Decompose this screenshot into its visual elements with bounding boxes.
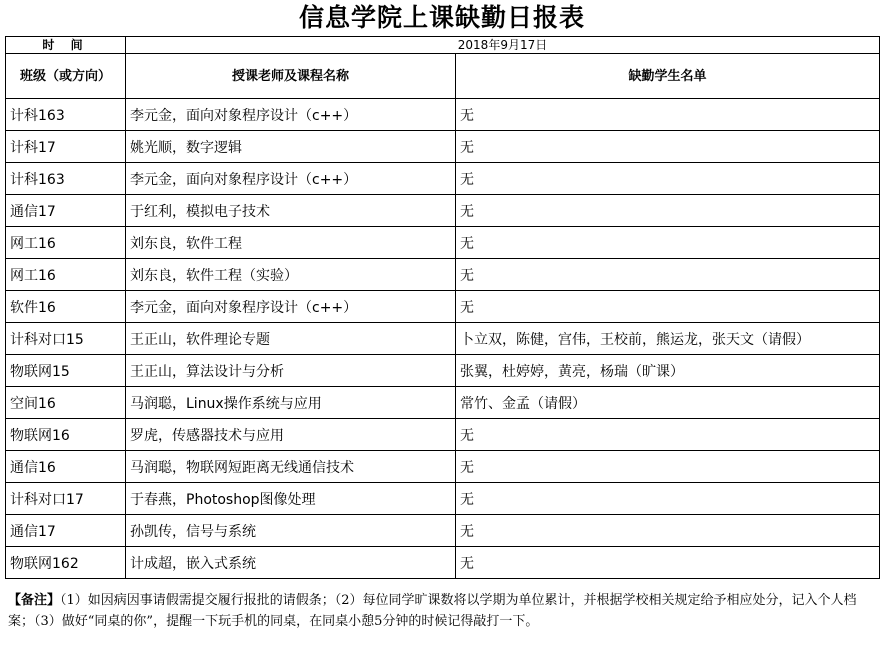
table-row [6, 131, 880, 163]
time-row [6, 37, 880, 54]
table-row [6, 227, 880, 259]
cell-class: 网工16 [6, 259, 126, 291]
cell-absent: 无 [456, 99, 880, 131]
cell-class: 软件16 [6, 291, 126, 323]
cell-teacher-course: 于红利，模拟电子技术 [126, 195, 456, 227]
table-row [6, 387, 880, 419]
table-row [6, 259, 880, 291]
table-row [6, 163, 880, 195]
cell-teacher-course: 于春燕，Photoshop图像处理 [126, 483, 456, 515]
cell-class: 计科163 [6, 163, 126, 195]
cell-absent: 无 [456, 451, 880, 483]
cell-teacher-course: 王正山，算法设计与分析 [126, 355, 456, 387]
report-title: 信息学院上课缺勤日报表 [298, 3, 585, 32]
cell-class: 计科对口17 [6, 483, 126, 515]
cell-teacher-course: 李元金，面向对象程序设计（c++） [126, 99, 456, 131]
table-row [6, 547, 880, 579]
table-row [6, 483, 880, 515]
cell-class: 计科对口15 [6, 323, 126, 355]
cell-absent: 无 [456, 419, 880, 451]
cell-absent: 无 [456, 547, 880, 579]
table-row [6, 291, 880, 323]
table-row [6, 99, 880, 131]
cell-teacher-course: 马润聪，物联网短距离无线通信技术 [126, 451, 456, 483]
cell-teacher-course: 刘东良，软件工程（实验） [126, 259, 456, 291]
header-teacher-course: 授课老师及课程名称 [126, 54, 456, 99]
table-row [6, 515, 880, 547]
cell-teacher-course: 姚光顺，数字逻辑 [126, 131, 456, 163]
header-row [6, 54, 880, 99]
cell-teacher-course: 刘东良，软件工程 [126, 227, 456, 259]
cell-teacher-course: 王正山，软件理论专题 [126, 323, 456, 355]
cell-absent: 无 [456, 291, 880, 323]
cell-absent: 无 [456, 163, 880, 195]
cell-teacher-course: 计成超，嵌入式系统 [126, 547, 456, 579]
report-date: 2018年9月17日 [126, 37, 880, 54]
cell-class: 计科17 [6, 131, 126, 163]
cell-class: 物联网162 [6, 547, 126, 579]
cell-absent: 无 [456, 259, 880, 291]
cell-absent: 常竹、金孟（请假） [456, 387, 880, 419]
cell-absent: 无 [456, 227, 880, 259]
cell-class: 物联网15 [6, 355, 126, 387]
cell-teacher-course: 马润聪，Linux操作系统与应用 [126, 387, 456, 419]
attendance-table-body [6, 37, 880, 579]
cell-teacher-course: 李元金，面向对象程序设计（c++） [126, 291, 456, 323]
cell-absent: 无 [456, 483, 880, 515]
table-row [6, 323, 880, 355]
cell-class: 网工16 [6, 227, 126, 259]
table-row [6, 419, 880, 451]
cell-class: 物联网16 [6, 419, 126, 451]
remarks-tag: 【备注】 [8, 593, 61, 608]
header-class: 班级（或方向） [6, 54, 126, 99]
cell-teacher-course: 罗虎，传感器技术与应用 [126, 419, 456, 451]
cell-absent: 无 [456, 195, 880, 227]
table-row [6, 195, 880, 227]
table-row [6, 355, 880, 387]
cell-absent: 卜立双，陈健，宫伟，王校前，熊运龙，张天文（请假） [456, 323, 880, 355]
cell-absent: 张翼，杜婷婷，黄亮，杨瑞（旷课） [456, 355, 880, 387]
cell-teacher-course: 孙凯传，信号与系统 [126, 515, 456, 547]
remarks-text: （1）如因病因事请假需提交履行报批的请假条；（2）每位同学旷课数将以学期为单位累计，并根据学校相关规定给予相应处分，记入个人档案；（3）做好“同桌的你”，提醒一下玩手机的同桌，在同桌小憩5分钟的时候记得敲打一下。 [8, 593, 857, 629]
cell-absent: 无 [456, 131, 880, 163]
remarks [8, 590, 876, 632]
attendance-table [5, 36, 880, 579]
cell-class: 计科163 [6, 99, 126, 131]
cell-class: 空间16 [6, 387, 126, 419]
cell-class: 通信17 [6, 195, 126, 227]
cell-absent: 无 [456, 515, 880, 547]
cell-class: 通信16 [6, 451, 126, 483]
cell-class: 通信17 [6, 515, 126, 547]
time-label: 时 间 [6, 37, 126, 54]
table-row [6, 451, 880, 483]
cell-teacher-course: 李元金，面向对象程序设计（c++） [126, 163, 456, 195]
header-absent: 缺勤学生名单 [456, 54, 880, 99]
